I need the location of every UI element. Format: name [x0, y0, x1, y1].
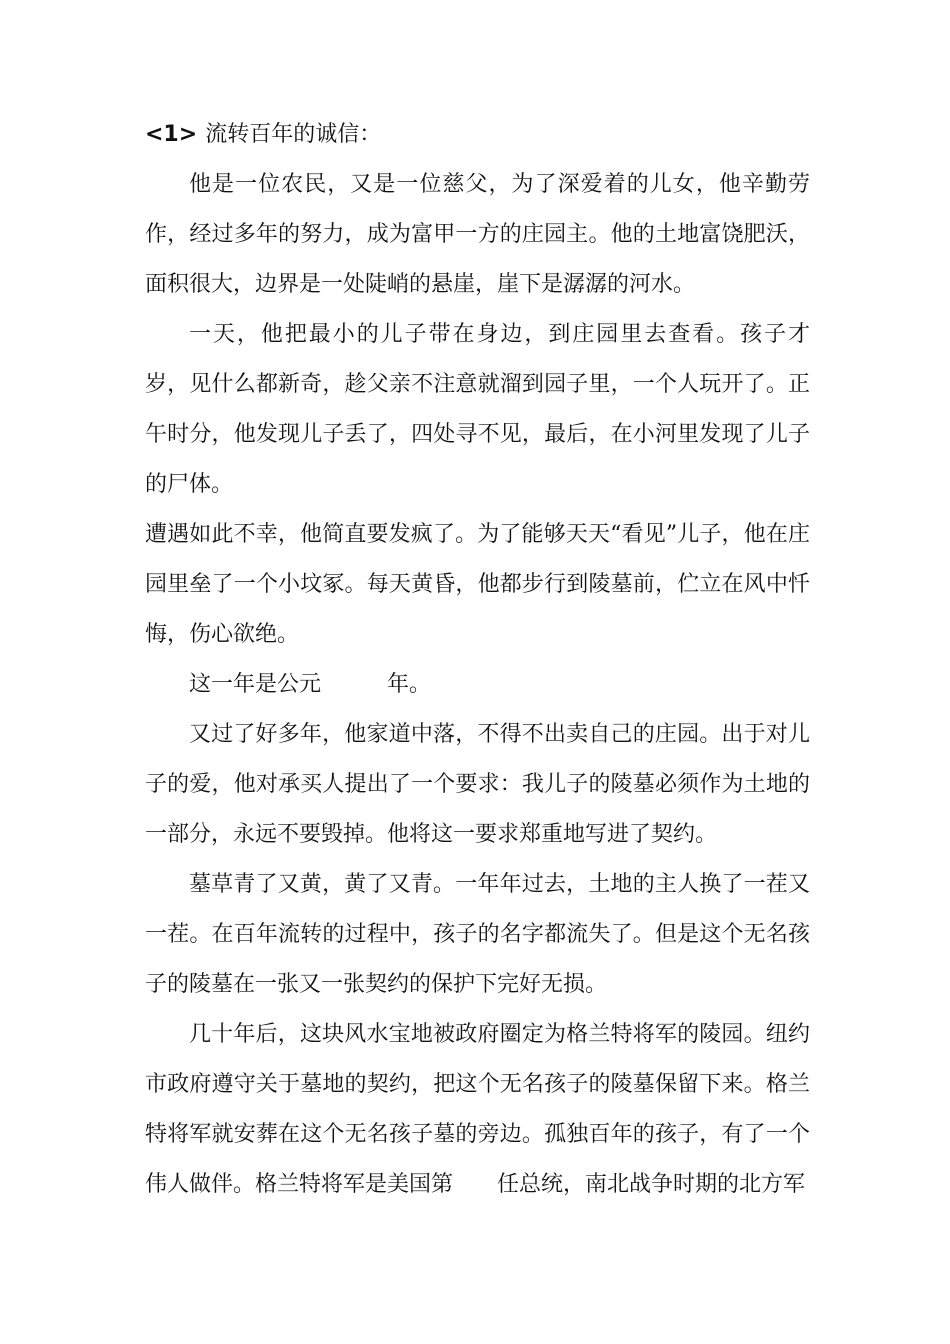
- paragraph-3: 遭遇如此不幸，他简直要发疯了。为了能够天天“看见”儿子，他在庄园里垒了一个小坟冢。每天黄昏，他都步行到陵墓前，伫立在风中忏悔，伤心欲绝。: [145, 522, 810, 647]
- paragraph-2: 一天，他把最小的儿子带在身边，到庄园里去查看。孩子才 岁，见什么都新奇，趁父亲不注意就溜到园子里，一个人玩开了。正午时分，他发现儿子丢了，四处寻不见，最后，在小河里发现了儿子的尸体。: [145, 322, 839, 497]
- document-body: [145, 110, 839, 1210]
- paragraph-1: 他是一位农民，又是一位慈父，为了深爱着的儿女，他辛勤劳作，经过多年的努力，成为富甲一方的庄园主。他的土地富饶肥沃，面积很大，边界是一处陡峭的悬崖，崖下是潺潺的河水。: [145, 172, 810, 297]
- paragraph-7: 几十年后，这块风水宝地被政府圈定为格兰特将军的陵园。纽约市政府遵守关于墓地的契约，把这个无名孩子的陵墓保留下来。格兰特将军就安葬在这个无名孩子墓的旁边。孤独百年的孩子，有了一个伟人做伴。格兰特将军是美国第 任总统，南北战争时期的北方军: [145, 1022, 810, 1197]
- paragraph-4: 这一年是公元 年。: [189, 672, 432, 697]
- section-heading: [145, 110, 810, 160]
- heading-title: 流转百年的诚信：: [205, 122, 382, 147]
- heading-number: <1>: [145, 122, 198, 147]
- paragraph-5: 又过了好多年，他家道中落，不得不出卖自己的庄园。出于对儿子的爱，他对承买人提出了一个要求：我儿子的陵墓必须作为土地的一部分，永远不要毁掉。他将这一要求郑重地写进了契约。: [145, 722, 810, 847]
- paragraph-6: 墓草青了又黄，黄了又青。一年年过去，土地的主人换了一茬又一茬。在百年流转的过程中，孩子的名字都流失了。但是这个无名孩子的陵墓在一张又一张契约的保护下完好无损。: [145, 872, 810, 997]
